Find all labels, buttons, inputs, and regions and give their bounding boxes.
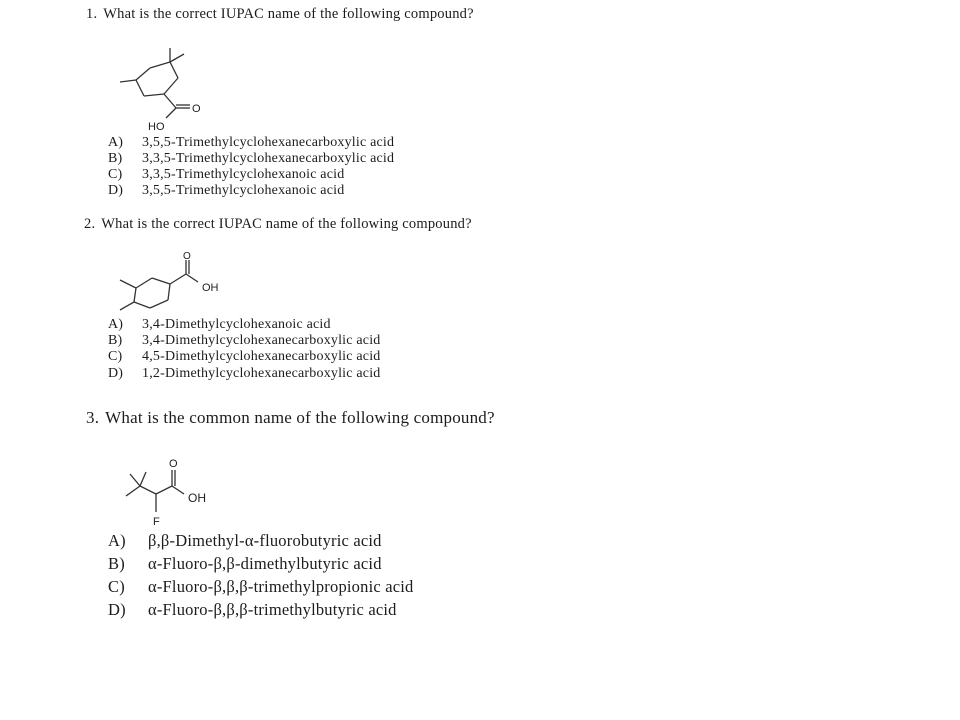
question-2-prompt bbox=[84, 216, 472, 233]
option-letter: C) bbox=[108, 577, 125, 596]
option-letter: C) bbox=[108, 349, 123, 364]
option-text: 3,5,5-Trimethylcyclohexanoic acid bbox=[142, 183, 345, 198]
option-letter: B) bbox=[108, 333, 123, 348]
option-letter: B) bbox=[108, 151, 123, 166]
chemical-structure-1 bbox=[108, 40, 218, 140]
answer-option[interactable] bbox=[108, 151, 394, 167]
answer-option[interactable] bbox=[108, 349, 381, 365]
option-letter: D) bbox=[108, 600, 126, 619]
answer-option[interactable] bbox=[108, 531, 382, 551]
question-1-prompt bbox=[86, 6, 474, 23]
question-text: What is the correct IUPAC name of the following compound? bbox=[103, 6, 474, 22]
question-3-prompt bbox=[86, 408, 495, 428]
fluoro-trimethylbutyric-acid-structure-icon bbox=[118, 452, 228, 532]
option-text: α-Fluoro-β,β,β-trimethylpropionic acid bbox=[148, 577, 414, 596]
option-letter: D) bbox=[108, 183, 124, 198]
option-letter: B) bbox=[108, 554, 125, 573]
atom-label-f: F bbox=[153, 516, 160, 528]
option-text: 3,4-Dimethylcyclohexanecarboxylic acid bbox=[142, 333, 381, 348]
option-text: β,β-Dimethyl-α-fluorobutyric acid bbox=[148, 531, 382, 550]
atom-label-o: O bbox=[192, 103, 201, 115]
option-text: 1,2-Dimethylcyclohexanecarboxylic acid bbox=[142, 366, 381, 381]
option-text: 3,3,5-Trimethylcyclohexanoic acid bbox=[142, 167, 345, 182]
option-text: 3,3,5-Trimethylcyclohexanecarboxylic acid bbox=[142, 151, 395, 166]
chemical-structure-3 bbox=[118, 452, 228, 537]
answer-option[interactable] bbox=[108, 167, 344, 183]
option-text: 3,4-Dimethylcyclohexanoic acid bbox=[142, 317, 331, 332]
question-text: What is the common name of the following compound? bbox=[105, 408, 495, 427]
atom-label-ho: HO bbox=[148, 121, 165, 133]
chemical-structure-2 bbox=[108, 250, 238, 320]
option-letter: A) bbox=[108, 317, 124, 332]
dimethylcyclohexanecarboxylic-acid-structure-icon bbox=[108, 250, 238, 315]
option-letter: D) bbox=[108, 366, 124, 381]
option-letter: A) bbox=[108, 531, 126, 550]
option-text: α-Fluoro-β,β,β-trimethylbutyric acid bbox=[148, 600, 397, 619]
atom-label-oh: OH bbox=[202, 282, 219, 294]
question-number: 2. bbox=[84, 216, 96, 232]
answer-option[interactable] bbox=[108, 135, 394, 151]
option-text: α-Fluoro-β,β-dimethylbutyric acid bbox=[148, 554, 382, 573]
answer-option[interactable] bbox=[108, 600, 397, 620]
atom-label-oh: OH bbox=[188, 491, 206, 505]
answer-option[interactable] bbox=[108, 577, 414, 597]
option-text: 4,5-Dimethylcyclohexanecarboxylic acid bbox=[142, 349, 381, 364]
atom-label-o: O bbox=[183, 251, 191, 262]
answer-option[interactable] bbox=[108, 183, 344, 199]
option-text: 3,5,5-Trimethylcyclohexanecarboxylic acid bbox=[142, 135, 395, 150]
atom-label-o: O bbox=[169, 458, 178, 470]
question-text: What is the correct IUPAC name of the following compound? bbox=[101, 216, 472, 232]
answer-option[interactable] bbox=[108, 366, 381, 382]
answer-option[interactable] bbox=[108, 317, 331, 333]
answer-option[interactable] bbox=[108, 333, 381, 349]
answer-option[interactable] bbox=[108, 554, 382, 574]
question-number: 1. bbox=[86, 6, 98, 22]
trimethylcyclohexanecarboxylic-acid-structure-icon bbox=[108, 40, 218, 135]
option-letter: C) bbox=[108, 167, 123, 182]
question-number: 3. bbox=[86, 408, 100, 427]
option-letter: A) bbox=[108, 135, 124, 150]
